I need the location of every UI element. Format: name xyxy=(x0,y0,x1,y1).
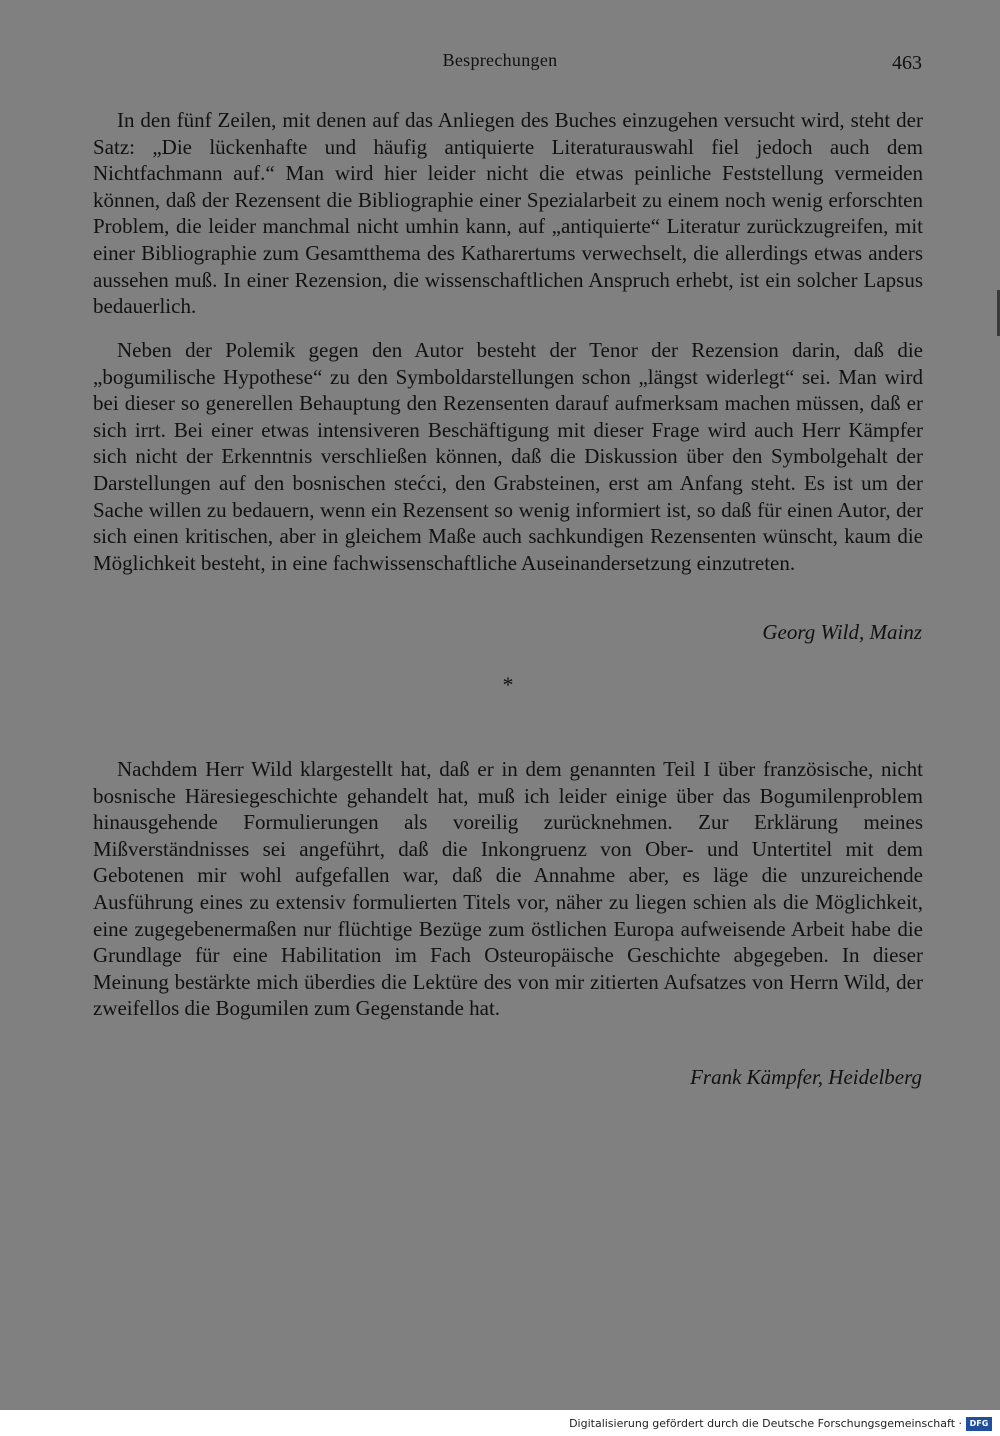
footer-bar xyxy=(0,1410,1000,1436)
dfg-logo-icon: DFG xyxy=(966,1417,992,1431)
page-number: 463 xyxy=(892,52,922,74)
signature-frank-kaempfer: Frank Kämpfer, Heidelberg xyxy=(690,1065,922,1089)
page-header-title: Besprechungen xyxy=(442,50,558,70)
section-separator: * xyxy=(502,672,514,697)
paragraph-1: In den fünf Zeilen, mit denen auf das Anliegen des Buches einzugehen versucht wird, steht der Satz: „Die lückenhafte und häufig antiquierte Literaturauswahl fiel jedoch auch dem Nichtfachmann auf.“ Man wird hier leider nicht die etwas peinliche Feststellung vermeiden können, daß der Rezensent die Bibliographie einer Spezialarbeit zu einem noch wenig erforschten Problem, die leider manchmal nicht umhin kann, auf „antiquierte“ Literatur zurückzugreifen, mit einer Bibliographie zum Gesamtthema des Katharertums verwechselt, die allerdings etwas anders aussehen muß. In einer Rezension, die wissenschaftlichen Anspruch erhebt, ist ein solcher Lapsus bedauerlich. xyxy=(93,108,923,319)
footer-funding-text: Digitalisierung gefördert durch die Deutsche Forschungsgemeinschaft · xyxy=(569,1417,962,1430)
signature-georg-wild: Georg Wild, Mainz xyxy=(762,620,922,644)
paragraph-2: Neben der Polemik gegen den Autor besteht der Tenor der Rezension darin, daß die „bogumilische Hypothese“ zu den Symboldarstellungen schon „längst widerlegt“ sei. Man wird bei dieser so generellen Behauptung den Rezensenten darauf aufmerksam machen müssen, daß er sich irrt. Bei einer etwas intensiveren Beschäftigung mit dieser Frage wird auch Herr Kämpfer sich nicht der Erkenntnis verschließen können, daß die Diskussion über den Symbolgehalt der Darstellungen auf den bosnischen stećci, den Grabsteinen, erst am Anfang steht. Es ist um der Sache willen zu bedauern, wenn ein Rezensent so wenig informiert ist, so daß für einen Autor, der sich einen kritischen, aber in gleichem Maße auch sachkundigen Rezensenten wünscht, kaum die Möglichkeit besteht, in eine fachwissenschaftliche Auseinandersetzung einzutreten. xyxy=(93,338,923,575)
paragraph-3: Nachdem Herr Wild klargestellt hat, daß er in dem genannten Teil I über französische, nicht bosnische Häresiegeschichte gehandelt hat, muß ich leider einige über das Bogumilenproblem hinausgehende Formulierungen als voreilig zurücknehmen. Zur Erklärung meines Mißverständnisses sei angeführt, daß die Inkongruenz von Ober- und Untertitel mit dem Gebotenen mir wohl aufgefallen war, daß die Annahme aber, es läge die unzureichende Ausführung eines zu extensiv formulierten Titels vor, näher zu liegen schien als die Möglichkeit, eine zugegebenermaßen nur flüchtige Bezüge zum östlichen Europa aufweisende Arbeit habe die Grundlage für eine Habilitation im Fach Osteuropäische Geschichte abgegeben. In dieser Meinung bestärkte mich überdies die Lektüre des von mir zitierten Aufsatzes von Herrn Wild, der zweifellos die Bogumilen zum Gegenstande hat. xyxy=(93,757,923,1021)
